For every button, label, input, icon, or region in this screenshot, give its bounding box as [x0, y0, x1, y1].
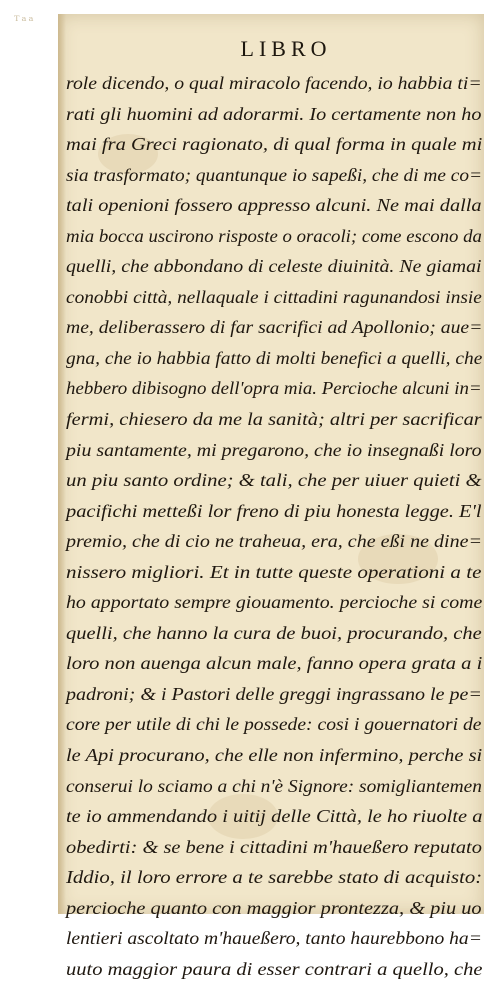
text-line: padroni; & i Pastori delle greggi ingrassano le pe=	[66, 683, 482, 704]
text-line: te io ammendando i uitij delle Città, le ho riuolte a	[66, 806, 483, 827]
text-line: quelli, che hanno la cura de buoi, procurando, che	[66, 622, 482, 643]
book-page	[58, 14, 484, 979]
text-line: nissero migliori. Et in tutte queste operationi a te	[66, 561, 482, 582]
text-line: uuto maggior paura di esser contrari a quello, che	[66, 958, 483, 979]
text-line: rati gli huomini ad adorarmi. Io certamente non ho	[66, 103, 482, 124]
text-line: un piu santo ordine; & tali, che per uiuer quieti &	[66, 470, 482, 491]
text-line: percioche quanto con maggior prontezza, & piu uo	[66, 897, 482, 918]
text-line: loro non auenga alcun male, fanno opera grata a i	[66, 653, 483, 674]
text-line: pacifichi metteßi lor freno di piu honesta legge. E'l	[66, 500, 482, 521]
text-line: lentieri ascoltato m'haueßero, tanto haurebbono ha=	[66, 928, 482, 949]
text-line: Iddio, il loro errore a te sarebbe stato di acquisto:	[66, 867, 483, 888]
faint-bleed-through-mark: ᵀᵃᵃ	[14, 14, 36, 29]
text-line: hebbero dibisogno dell'opra mia. Percioche alcuni in=	[66, 378, 482, 399]
text-line: tali openioni fossero appresso alcuni. Ne mai dalla	[66, 195, 482, 216]
text-line: core per utile di chi le possede: cosi i gouernatori de	[66, 714, 482, 735]
text-line: premio, che di cio ne traheua, era, che eßi ne dine=	[66, 531, 482, 552]
text-line: role dicendo, o qual miracolo facendo, io habbia ti=	[66, 73, 482, 93]
text-line: mia bocca uscirono risposte o oracoli; come escono da	[66, 225, 482, 246]
text-line: conserui lo sciamo a chi n'è Signore: somigliantemen	[66, 775, 482, 796]
text-block	[66, 68, 482, 984]
text-line: obedirti: & se bene i cittadini m'haueßero reputato	[66, 836, 482, 857]
text-line: gna, che io habbia fatto di molti benefici a quelli, che	[66, 347, 483, 368]
text-line: piu santamente, mi pregarono, che io insegnaßi loro	[66, 439, 482, 460]
page-gutter-shadow	[58, 14, 66, 914]
text-line: quelli, che abbondano di celeste diuinità. Ne giamai	[66, 256, 482, 277]
running-head: LIBRO	[240, 36, 332, 61]
text-line: me, deliberassero di far sacrifici ad Apollonio; aue=	[66, 317, 483, 338]
text-line: ho apportato sempre giouamento. percioche si come	[66, 592, 483, 613]
text-line: le Api procurano, che elle non infermino, perche si	[66, 745, 483, 766]
text-line: fermi, chiesero da me la sanità; altri per sacrificar	[66, 409, 482, 430]
text-line: sia trasformato; quantunque io sapeßi, che di me co=	[66, 164, 483, 185]
text-line: conobbi città, nellaquale i cittadini ragunandosi insie	[66, 286, 482, 307]
text-line: mai fra Greci ragionato, di qual forma in quale mi	[66, 134, 483, 155]
